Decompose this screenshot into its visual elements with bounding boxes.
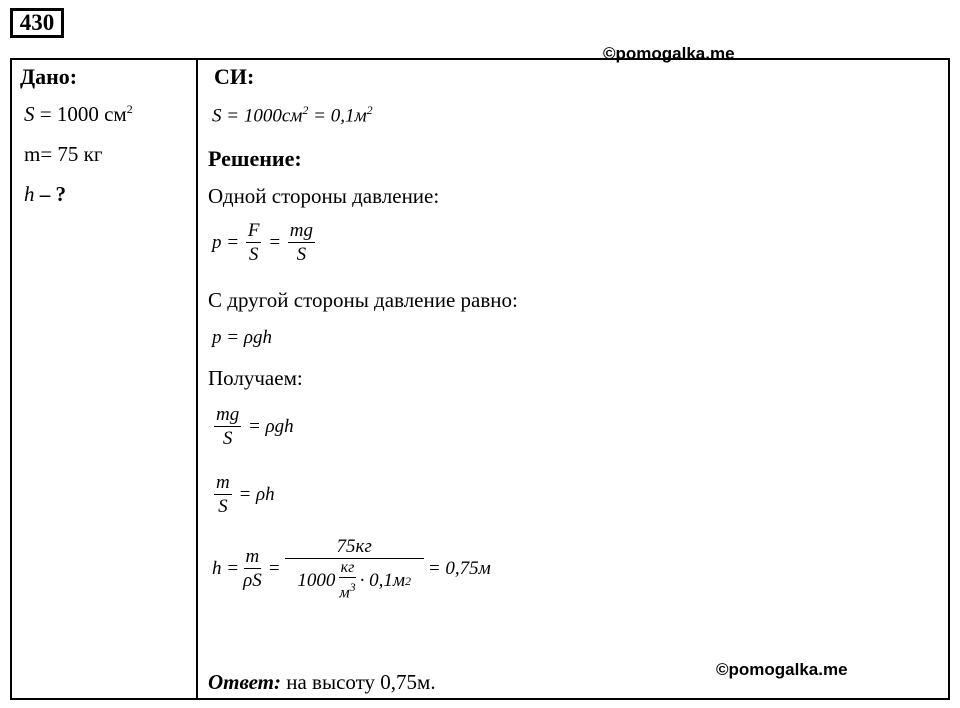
f3-fraction [214,404,241,451]
f1-fraction-1 [246,220,262,267]
given-area [24,102,133,127]
f5-den-unit [337,559,357,602]
f5-lhs: h = [212,558,240,580]
given-h-value: – ? [39,182,66,206]
given-s-symbol: S [24,102,35,126]
f5-eq: = [267,558,281,580]
si-s-exp2: 2 [366,103,373,117]
f4-rhs: = ρh [238,483,275,505]
si-header: СИ: [214,64,255,89]
f1-fraction-2 [288,220,315,267]
f5-frac2-num: 75кг [285,536,424,559]
given-mass [24,142,103,167]
f1-frac1-num: F [247,220,260,241]
f5-fraction-2 [285,536,424,602]
f5-rhs: = 0,75м [427,558,491,580]
watermark-bottom: ©pomogalka.me [716,660,848,679]
f4-den: S [218,496,228,517]
solution-line-2: С другой стороны давление равно: [208,288,518,312]
given-m-value: = 75 кг [40,142,103,166]
si-s-exp1: 2 [302,103,309,117]
f5-den-b-exp: 2 [404,573,411,588]
f4-fraction [214,472,232,519]
f1-frac2-num: mg [289,220,313,241]
f1-eq: = [268,231,282,253]
si-s-lhs: S = 1000см [212,105,303,127]
given-m-symbol: m [24,142,41,166]
given-s-value: = 1000 см [39,102,127,126]
answer-text: на высоту 0,75м. [286,670,436,694]
solution-table [10,58,950,700]
si-area-conversion [212,103,373,127]
column-divider [196,58,198,700]
given-s-exp: 2 [126,102,133,116]
answer-label: Ответ: [208,670,281,694]
problem-number: 430 [10,8,64,38]
solution-header: Решение: [208,146,302,171]
given-header: Дано: [20,64,78,89]
f5-den-unit-exp: 3 [349,580,356,594]
f5-den-unit-den: м [339,584,350,602]
given-unknown [24,182,66,207]
f5-den-b: · 0,1м [359,569,405,591]
formula-equate-1 [212,404,294,451]
solution-line-3: Получаем: [208,366,303,390]
f3-rhs: = ρgh [247,415,294,437]
f5-frac1-num: m [245,545,260,567]
given-h-symbol: h [24,182,35,206]
formula-equate-2 [212,472,275,519]
solution-line-1: Одной стороны давление: [208,184,440,208]
formula-pressure-2: p = ρgh [212,327,272,348]
answer-line [208,670,436,695]
f5-frac2-den [295,559,413,602]
f5-fraction-1 [241,546,264,593]
f5-den-a: 1000 [297,569,336,591]
f1-lhs: p = [212,231,240,253]
f3-den: S [222,428,233,449]
f5-den-unit-num: кг [340,559,355,576]
formula-height [212,536,491,602]
watermark-top: ©pomogalka.me [603,44,735,63]
f1-frac2-den: S [296,244,307,265]
formula-pressure-1 [212,220,317,267]
f4-num: m [216,472,230,493]
f3-num: mg [216,404,240,425]
si-s-rhs: = 0,1м [308,105,367,127]
f5-frac1-den: ρS [243,569,262,591]
f1-frac1-den: S [248,244,259,265]
